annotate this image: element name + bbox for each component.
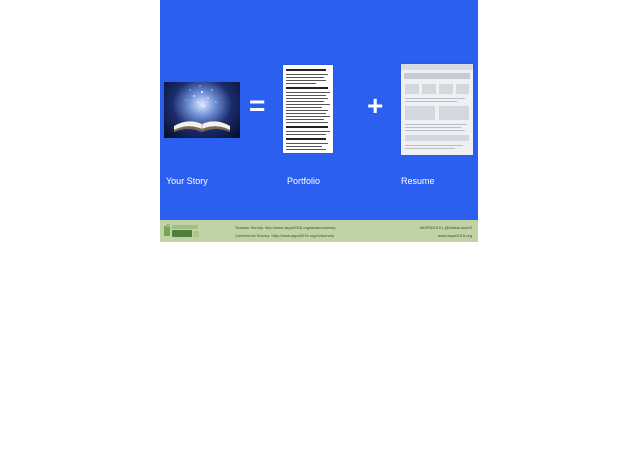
hashtag-text: #ASPA2016 | @MariaLaceoS [419, 225, 472, 230]
slide-footer [160, 220, 478, 242]
conference-survey-link[interactable]: Conference Survey: http://www.aspa2016.org/cnfsurvey [235, 233, 334, 238]
presentation-slide [160, 0, 478, 242]
resume-screenshot-image [401, 64, 473, 155]
session-survey-link[interactable]: Session Survey: http://www.aspa2016.org/sessionsurvey [235, 225, 336, 230]
equals-sign: = [249, 90, 266, 121]
plus-sign: + [367, 90, 384, 121]
slide-content [160, 0, 478, 220]
caption-portfolio: Portfolio [287, 176, 321, 186]
aspa-logo-icon [163, 223, 203, 239]
caption-resume: Resume [401, 176, 435, 186]
caption-your-story: Your Story [166, 176, 208, 186]
website-link[interactable]: www.aspa2016.org [437, 233, 472, 238]
portfolio-document-image [283, 65, 333, 153]
open-book-icon [164, 82, 240, 138]
open-book-image [164, 82, 240, 138]
